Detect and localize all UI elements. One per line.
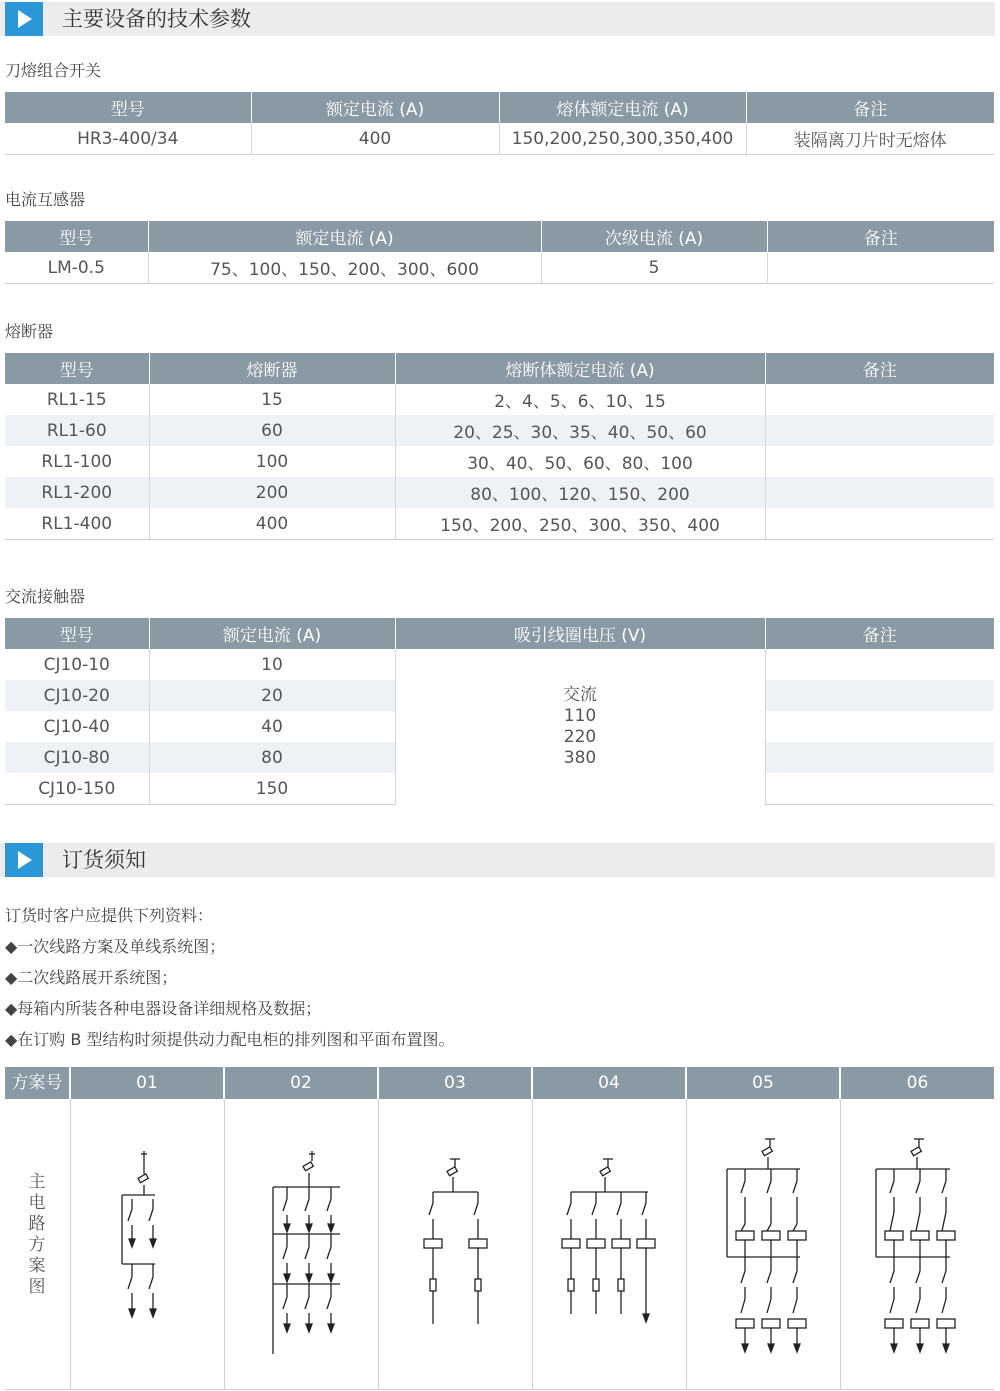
col-header: 型号 <box>5 618 149 649</box>
voltage-line: 220 <box>563 726 597 747</box>
note-line: ◆一次线路方案及单线系统图； <box>5 937 226 956</box>
cell: CJ10-20 <box>5 680 149 711</box>
label-char: 主 <box>28 1172 46 1192</box>
cell <box>765 477 994 508</box>
cell: 100 <box>149 446 395 477</box>
table-row <box>5 252 994 284</box>
col-header: 备注 <box>765 618 994 649</box>
label-char: 图 <box>28 1277 46 1297</box>
cell <box>767 252 994 284</box>
col-header: 型号 <box>5 92 251 123</box>
col-header: 型号 <box>5 221 148 252</box>
table-row <box>5 649 994 680</box>
note-line: ◆在订购 B 型结构时须提供动力配电柜的排列图和平面布置图。 <box>5 1030 455 1049</box>
ordering-notes <box>5 900 454 1055</box>
table-title-rl: 熔断器 <box>5 322 54 341</box>
voltage-cell <box>395 649 765 805</box>
col-header: 熔断器 <box>149 353 395 384</box>
table-row <box>5 415 994 446</box>
circuit-04 <box>562 1159 655 1322</box>
col-header: 备注 <box>767 221 994 252</box>
note-line: ◆每箱内所装各种电器设备详细规格及数据； <box>5 999 322 1018</box>
section-header-parameters <box>0 2 995 36</box>
cell <box>765 508 994 540</box>
cell: 150,200,250,300,350,400 <box>499 123 746 155</box>
section-title: 主要设备的技术参数 <box>62 7 251 31</box>
circuit-02 <box>273 1151 340 1354</box>
cell <box>765 680 994 711</box>
col-header: 备注 <box>746 92 994 123</box>
cell: 400 <box>251 123 499 155</box>
table-row <box>5 477 994 508</box>
scheme-number: 02 <box>225 1067 377 1099</box>
label-char: 电 <box>28 1193 46 1213</box>
cell: RL1-60 <box>5 415 149 446</box>
voltage-line: 110 <box>563 705 597 726</box>
label-char: 路 <box>28 1214 46 1234</box>
col-header: 额定电流 (A) <box>251 92 499 123</box>
scheme-header-label: 方案号 <box>5 1067 69 1099</box>
circuit-diagrams <box>5 1099 994 1389</box>
section-title: 订货须知 <box>62 848 146 872</box>
col-header: 额定电流 (A) <box>149 618 395 649</box>
cell <box>765 446 994 477</box>
cell: LM-0.5 <box>5 252 148 284</box>
cell: 150 <box>149 773 395 805</box>
cell: 10 <box>149 649 395 680</box>
col-header: 熔断体额定电流 (A) <box>395 353 765 384</box>
cell: 30、40、50、60、80、100 <box>395 446 765 477</box>
cell: CJ10-150 <box>5 773 149 805</box>
scheme-table <box>5 1067 994 1390</box>
table-row <box>5 384 994 415</box>
cell: RL1-100 <box>41 451 113 472</box>
table-title-cj: 交流接触器 <box>5 587 86 606</box>
table-row <box>5 123 994 155</box>
scheme-number: 05 <box>687 1067 839 1099</box>
cell: CJ10-80 <box>5 742 149 773</box>
cell <box>765 415 994 446</box>
table-hr <box>5 92 994 155</box>
col-header: 额定电流 (A) <box>148 221 541 252</box>
circuit-01 <box>122 1151 156 1317</box>
table-cj <box>5 618 994 805</box>
section-header-ordering <box>0 843 995 877</box>
play-icon <box>5 843 43 877</box>
cell: 150、200、250、300、350、400 <box>395 508 765 540</box>
cell: 装隔离刀片时无熔体 <box>746 123 994 155</box>
cell: 2、4、5、6、10、15 <box>395 384 765 415</box>
note-line: ◆二次线路展开系统图； <box>5 968 178 987</box>
cell: RL1-15 <box>46 389 107 410</box>
col-header: 熔体额定电流 (A) <box>499 92 746 123</box>
table-lm <box>5 221 994 284</box>
cell: 40 <box>149 711 395 742</box>
play-icon <box>5 2 43 36</box>
scheme-number: 03 <box>379 1067 531 1099</box>
circuit-06 <box>876 1139 955 1352</box>
col-header: 型号 <box>5 353 149 384</box>
col-header: 吸引线圈电压 (V) <box>395 618 765 649</box>
cell: HR3-400/34 <box>5 123 251 155</box>
cell: 80、100、120、150、200 <box>395 477 765 508</box>
voltage-line: 交流 <box>563 684 597 705</box>
table-rl <box>5 353 994 540</box>
circuit-03 <box>424 1159 487 1324</box>
cell <box>765 742 994 773</box>
scheme-number: 01 <box>71 1067 223 1099</box>
cell: 20 <box>149 680 395 711</box>
table-title-lm: 电流互感器 <box>5 190 86 209</box>
table-row <box>5 446 994 477</box>
cell <box>765 773 994 805</box>
note-line: 订货时客户应提供下列资料： <box>5 906 214 925</box>
cell: CJ10-40 <box>43 716 110 737</box>
scheme-number: 06 <box>841 1067 994 1099</box>
circuit-05 <box>727 1139 806 1352</box>
label-char: 案 <box>28 1256 46 1276</box>
cell <box>765 649 994 680</box>
cell: 400 <box>149 508 395 540</box>
cell <box>765 711 994 742</box>
col-header: 备注 <box>765 353 994 384</box>
table-title-hr: 刀熔组合开关 <box>5 61 102 80</box>
cell: CJ10-10 <box>43 654 110 675</box>
label-char: 方 <box>28 1235 46 1255</box>
cell: RL1-400 <box>5 508 149 540</box>
cell: RL1-200 <box>5 477 149 508</box>
cell <box>765 384 994 415</box>
cell: 75、100、150、200、300、600 <box>148 252 541 284</box>
cell: 200 <box>149 477 395 508</box>
cell: 5 <box>541 252 767 284</box>
scheme-number: 04 <box>533 1067 685 1099</box>
voltage-line: 380 <box>563 747 597 768</box>
cell: 20、25、30、35、40、50、60 <box>395 415 765 446</box>
cell: 15 <box>149 384 395 415</box>
col-header: 次级电流 (A) <box>541 221 767 252</box>
cell: 60 <box>149 415 395 446</box>
cell: 80 <box>149 742 395 773</box>
table-row <box>5 508 994 540</box>
